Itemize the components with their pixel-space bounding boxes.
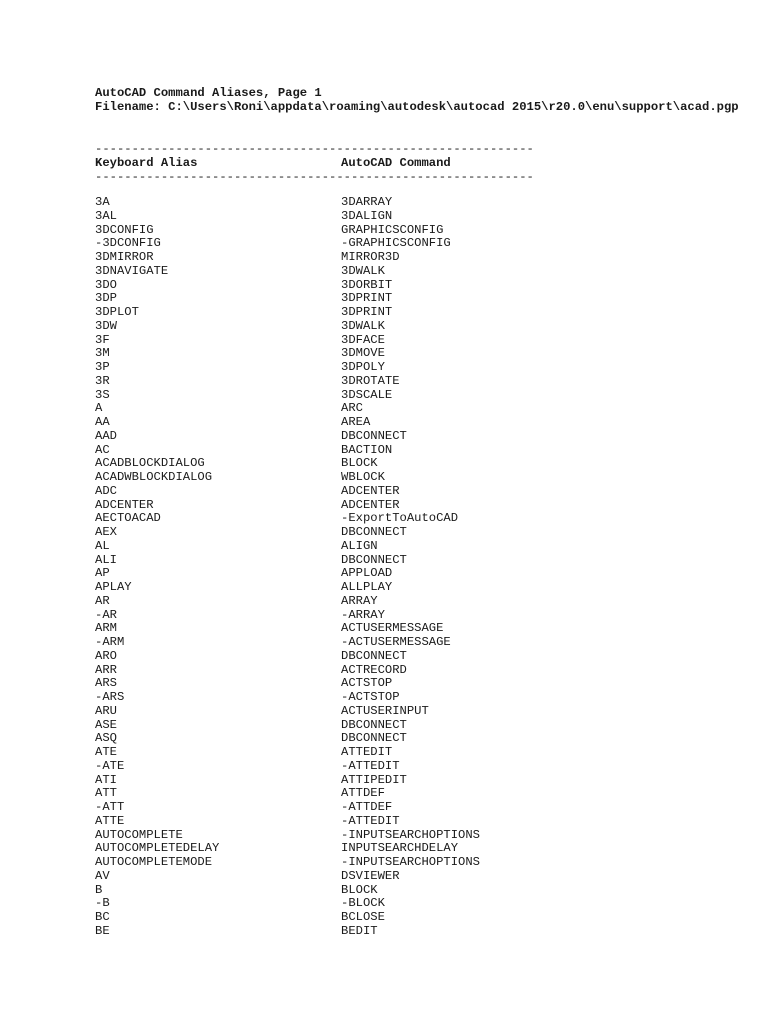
table-row [95,292,755,306]
table-row [95,815,755,829]
document-header [95,86,739,114]
table-row [95,279,755,293]
command-cell: -ATTEDIT [341,813,400,828]
alias-cell: 3F [95,332,110,347]
alias-cell: ALI [95,552,117,567]
command-cell: BACTION [341,442,393,457]
command-cell: DSVIEWER [341,868,400,883]
command-cell: 3DPOLY [341,360,385,374]
alias-cell: AV [95,868,110,883]
alias-cell: 3DP [95,291,117,306]
table-row [95,402,755,416]
alias-cell: ACADBLOCKDIALOG [95,456,205,471]
command-cell: DBCONNECT [341,428,407,443]
command-cell: 3DMOVE [341,346,385,361]
command-cell: APPLOAD [341,566,393,581]
table-row [95,265,755,279]
table-row [95,361,755,375]
table-row [95,829,755,843]
command-cell: ACTUSERMESSAGE [341,621,444,636]
rule-bottom: ------------------------------------------------------------ [95,170,534,184]
command-cell: ARRAY [341,593,378,608]
table-row [95,320,755,334]
alias-cell: BE [95,923,110,938]
table-row [95,306,755,320]
table-row [95,884,755,898]
table-row [95,471,755,485]
alias-cell: ADCENTER [95,497,154,512]
table-row [95,842,755,856]
alias-cell: 3DO [95,277,117,292]
table-row [95,540,755,554]
alias-cell: AUTOCOMPLETEDELAY [95,841,220,856]
alias-cell: ASQ [95,731,117,746]
alias-cell: -3DCONFIG [95,236,161,251]
command-cell: ATTIPEDIT [341,772,407,787]
command-cell: ATTDEF [341,786,385,801]
command-cell: 3DPRINT [341,305,393,319]
table-row [95,856,755,870]
command-cell: MIRROR3D [341,250,400,264]
table-row [95,677,755,691]
table-row [95,375,755,389]
alias-cell: 3DCONFIG [95,222,154,237]
alias-cell: -ATT [95,800,125,814]
alias-cell: AEX [95,525,117,539]
command-cell: BCLOSE [341,910,385,924]
table-row [95,911,755,925]
alias-cell: 3R [95,373,110,388]
alias-cell: ATT [95,786,117,801]
table-row [95,691,755,705]
alias-cell: BC [95,910,110,924]
command-cell: INPUTSEARCHDELAY [341,841,459,856]
alias-cell: ATE [95,745,117,759]
table-row [95,774,755,788]
table-row [95,925,755,939]
table-row [95,389,755,403]
command-cell: ARC [341,401,363,416]
table-row [95,567,755,581]
command-cell: DBCONNECT [341,717,407,732]
command-cell: -INPUTSEARCHOPTIONS [341,855,480,869]
command-cell: -ARRAY [341,607,385,622]
alias-cell: 3AL [95,208,117,223]
command-cell: DBCONNECT [341,648,407,663]
column-header-alias: Keyboard Alias [95,156,198,170]
command-cell: BLOCK [341,456,378,471]
alias-cell: 3DPLOT [95,305,139,319]
command-cell: 3DWALK [341,318,385,333]
command-cell: ACTRECORD [341,662,407,677]
alias-cell: ASE [95,717,117,732]
command-cell: 3DWALK [341,263,385,278]
command-cell: DBCONNECT [341,731,407,746]
table-row [95,622,755,636]
table-row [95,870,755,884]
alias-cell: AP [95,566,110,581]
command-cell: 3DROTATE [341,373,400,388]
command-cell: DBCONNECT [341,552,407,567]
table-row [95,664,755,678]
table-row [95,224,755,238]
command-cell: BLOCK [341,882,378,897]
table-row [95,485,755,499]
table-row [95,554,755,568]
alias-cell: ARM [95,621,117,636]
table-row [95,430,755,444]
command-cell: -ATTDEF [341,800,393,814]
command-cell: ADCENTER [341,497,400,512]
command-cell: 3DFACE [341,332,385,347]
table-row [95,650,755,664]
table-row [95,512,755,526]
table-row [95,705,755,719]
table-row [95,760,755,774]
command-cell: 3DORBIT [341,277,393,292]
alias-cell: AUTOCOMPLETE [95,827,183,842]
alias-cell: 3S [95,387,110,402]
command-cell: ALIGN [341,538,378,553]
command-cell: -ACTSTOP [341,690,400,704]
command-cell: GRAPHICSCONFIG [341,222,444,237]
table-row [95,499,755,513]
alias-cell: AUTOCOMPLETEMODE [95,855,213,869]
alias-cell: ARO [95,648,117,663]
alias-cell: AL [95,538,110,553]
table-row [95,237,755,251]
alias-cell: 3DW [95,318,117,333]
alias-cell: 3A [95,195,110,209]
command-cell: -INPUTSEARCHOPTIONS [341,827,480,842]
table-row [95,581,755,595]
alias-cell: ATTE [95,813,125,828]
alias-cell: ADC [95,483,117,498]
table-row [95,787,755,801]
command-cell: ACTSTOP [341,676,393,691]
table-row [95,526,755,540]
command-cell: -BLOCK [341,896,385,911]
table-row [95,334,755,348]
table-row [95,347,755,361]
alias-table [95,196,755,939]
alias-cell: 3DMIRROR [95,250,154,264]
alias-cell: -ARS [95,690,125,704]
alias-cell: -B [95,896,110,911]
table-row [95,609,755,623]
command-cell: 3DPRINT [341,291,393,306]
alias-cell: A [95,401,103,416]
table-row [95,595,755,609]
alias-cell: ACADWBLOCKDIALOG [95,470,213,484]
table-row [95,196,755,210]
table-row [95,732,755,746]
alias-cell: B [95,882,103,897]
column-header-command: AutoCAD Command [341,156,451,170]
alias-cell: 3M [95,346,110,361]
alias-cell: -AR [95,607,117,622]
alias-cell: -ATE [95,758,125,773]
alias-cell: AA [95,415,110,429]
alias-cell: AC [95,442,110,457]
alias-cell: -ARM [95,635,125,649]
alias-cell: AAD [95,428,117,443]
table-row [95,416,755,430]
command-cell: -ATTEDIT [341,758,400,773]
table-row [95,251,755,265]
rule-top: ------------------------------------------------------------ [95,142,534,156]
command-cell: AREA [341,415,371,429]
alias-cell: APLAY [95,580,132,594]
command-cell: ACTUSERINPUT [341,703,429,718]
alias-cell: 3DNAVIGATE [95,263,169,278]
alias-cell: AR [95,593,110,608]
command-cell: ATTEDIT [341,745,393,759]
table-row [95,444,755,458]
table-row [95,897,755,911]
command-cell: -ExportToAutoCAD [341,511,459,526]
alias-cell: ARU [95,703,117,718]
alias-cell: ARR [95,662,117,677]
table-row [95,719,755,733]
alias-cell: AECTOACAD [95,511,161,526]
alias-cell: ATI [95,772,117,787]
alias-cell: ARS [95,676,117,691]
command-cell: ADCENTER [341,483,400,498]
command-cell: 3DSCALE [341,387,393,402]
alias-cell: 3P [95,360,110,374]
command-cell: -GRAPHICSCONFIG [341,236,451,251]
command-cell: BEDIT [341,923,378,938]
command-cell: ALLPLAY [341,580,393,594]
table-row [95,457,755,471]
command-cell: 3DARRAY [341,195,393,209]
document-title: AutoCAD Command Aliases, Page 1 [95,86,322,100]
document-filename: Filename: C:\Users\Roni\appdata\roaming\autodesk\autocad 2015\r20.0\enu\support\acad.pgp [95,100,739,114]
table-row [95,801,755,815]
command-cell: -ACTUSERMESSAGE [341,635,451,649]
command-cell: DBCONNECT [341,525,407,539]
table-row [95,746,755,760]
command-cell: WBLOCK [341,470,385,484]
table-row [95,210,755,224]
command-cell: 3DALIGN [341,208,393,223]
table-row [95,636,755,650]
